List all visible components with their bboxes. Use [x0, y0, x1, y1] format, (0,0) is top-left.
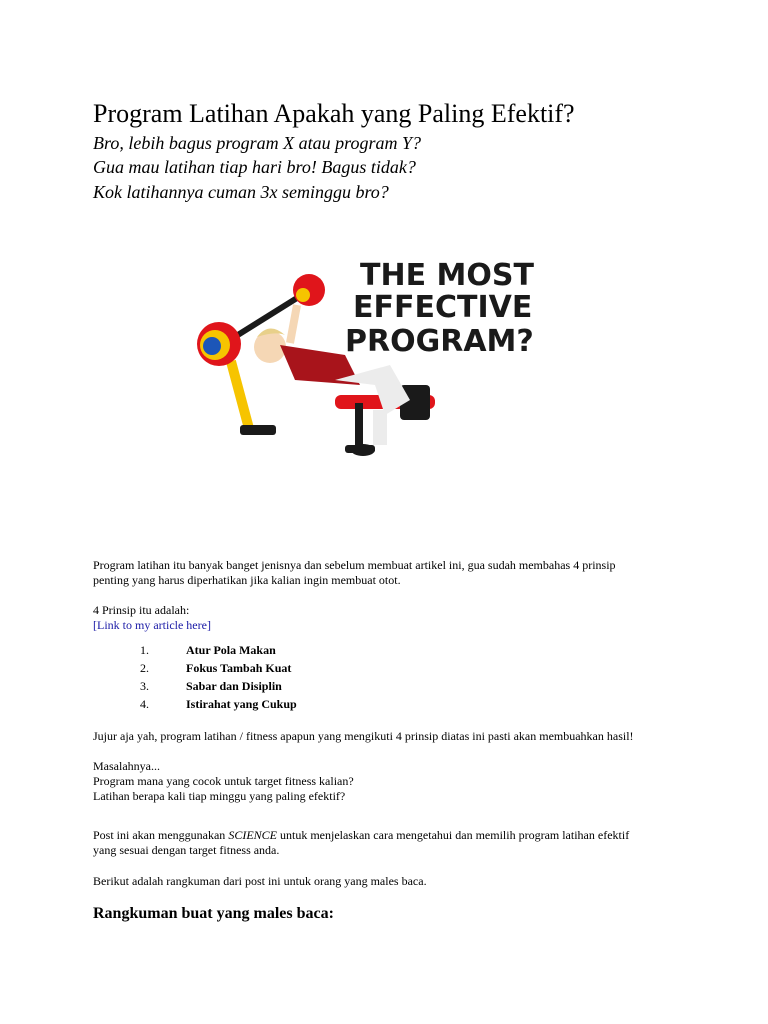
science-emphasis: SCIENCE	[228, 828, 277, 842]
principle-number-4: 4.	[140, 697, 149, 711]
intro-line-1: Program latihan itu banyak banget jenisnya dan sebelum membuat artikel ini, gua sudah membahas 4 prinsip	[93, 558, 616, 572]
hero-illustration	[185, 245, 555, 470]
science-line-1	[93, 828, 629, 843]
question-line-2: Latihan berapa kali tiap minggu yang paling efektif?	[93, 789, 346, 803]
principle-number-3: 3.	[140, 679, 149, 693]
subtitle-line-1: Bro, lebih bagus program X atau program Y?	[93, 133, 422, 153]
principle-number-1: 1.	[140, 643, 149, 657]
principle-item-3: Sabar dan Disiplin	[186, 679, 282, 693]
article-link[interactable]: [Link to my article here]	[93, 618, 211, 632]
principle-item-4: Istirahat yang Cukup	[186, 697, 297, 711]
question-line-1: Program mana yang cocok untuk target fitness kalian?	[93, 774, 354, 788]
subtitle-line-2: Gua mau latihan tiap hari bro! Bagus tidak?	[93, 157, 416, 177]
science-text-pre: Post ini akan menggunakan	[93, 828, 229, 842]
problem-line: Masalahnya...	[93, 759, 160, 773]
hero-line-2: EFFECTIVE	[353, 290, 533, 325]
section-heading: Rangkuman buat yang males baca:	[93, 905, 334, 922]
article-title: Program Latihan Apakah yang Paling Efektif?	[93, 99, 575, 128]
hero-line-1: THE MOST	[360, 258, 534, 293]
principle-item-1: Atur Pola Makan	[186, 643, 276, 657]
hero-line-3: PROGRAM?	[345, 324, 534, 359]
subtitle-line-3: Kok latihannya cuman 3x seminggu bro?	[93, 182, 389, 202]
principle-item-2: Fokus Tambah Kuat	[186, 661, 292, 675]
principle-number-2: 2.	[140, 661, 149, 675]
intro-line-2: penting yang harus diperhatikan jika kalian ingin membuat otot.	[93, 573, 401, 587]
principles-lead: 4 Prinsip itu adalah:	[93, 603, 190, 617]
science-text-post: untuk menjelaskan cara mengetahui dan memilih program latihan efektif	[276, 828, 630, 842]
honest-paragraph: Jujur aja yah, program latihan / fitness apapun yang mengikuti 4 prinsip diatas ini pasti akan membuahkan hasil!	[93, 729, 634, 743]
science-line-2: yang sesuai dengan target fitness anda.	[93, 843, 280, 857]
summary-intro: Berikut adalah rangkuman dari post ini untuk orang yang males baca.	[93, 874, 427, 888]
